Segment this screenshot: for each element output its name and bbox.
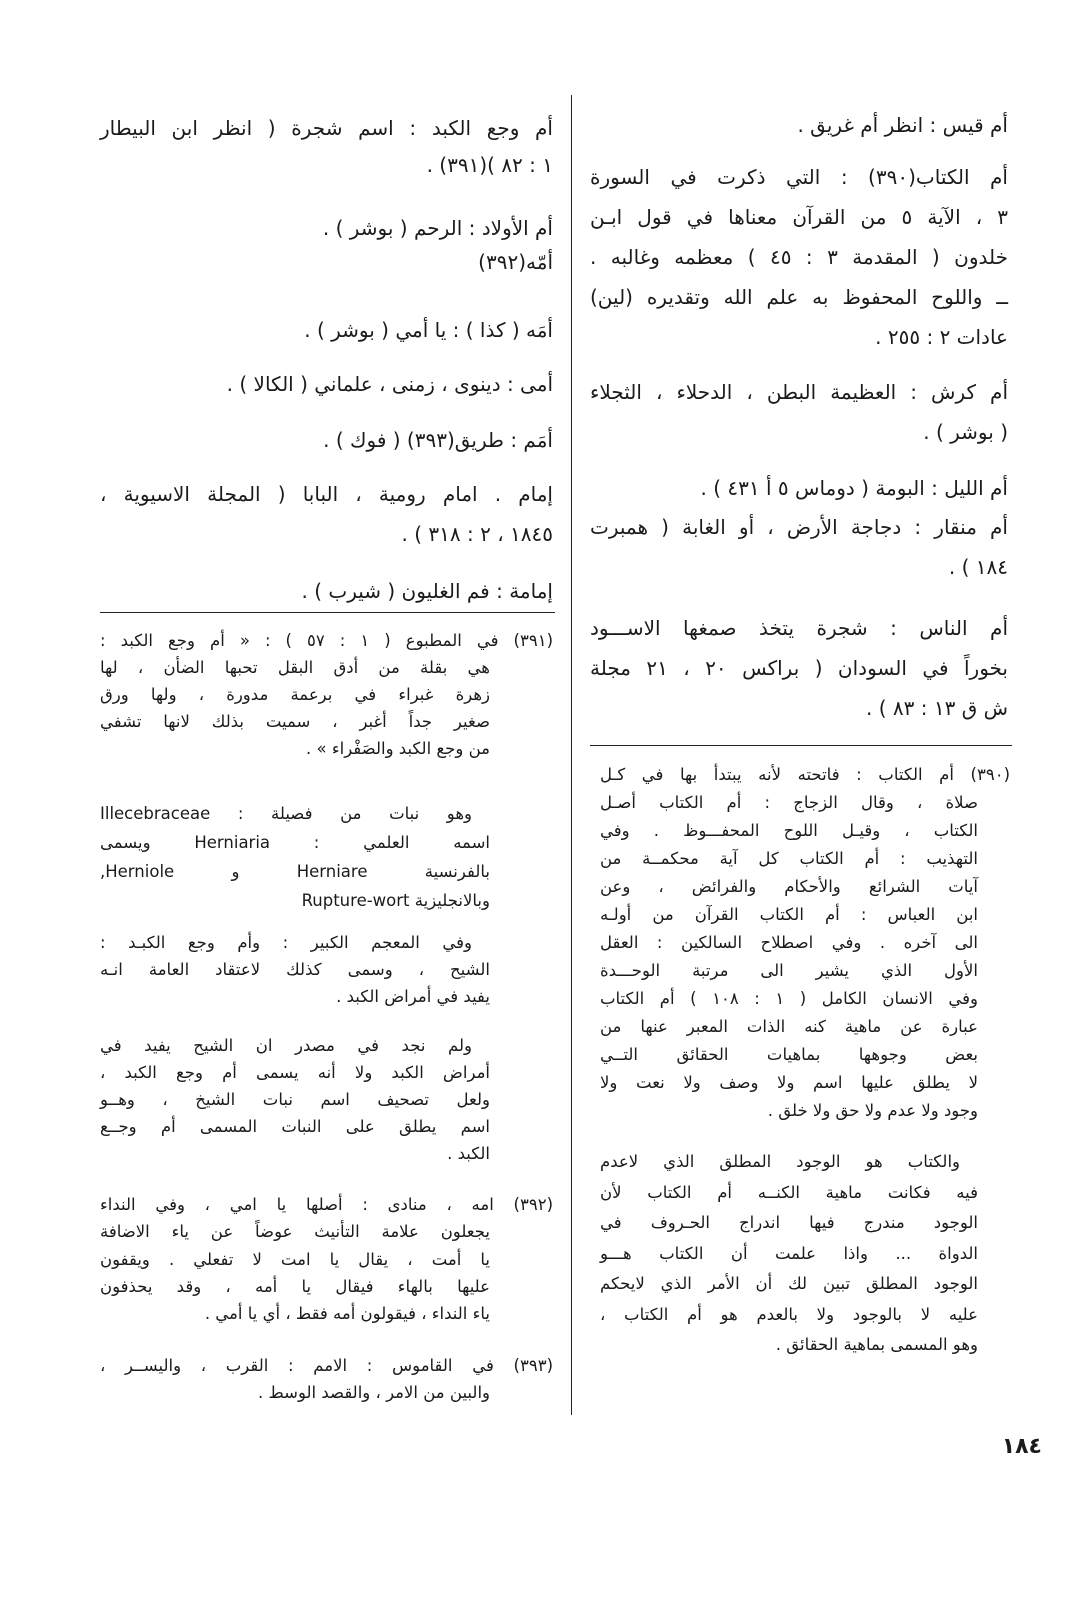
entry-line: أم كرش : العظيمة البطن ، الدحلاء ، الثجلاء — [590, 380, 1008, 404]
footnote-line: وبالانجليزية Rupture-wort — [301, 891, 490, 910]
footnote-line: صغير جداً أغبر ، سميت بذلك لانها تشفي — [100, 712, 490, 731]
entry-line: بخوراً في السودان ( براكس ٢٠ ، ٢١ مجلة — [590, 656, 1008, 680]
entry-line: أم الناس : شجرة يتخذ صمغها الاســـود — [590, 616, 1008, 640]
footnote-391-mujam — [100, 929, 553, 1010]
footnote-line: عبارة عن ماهية كنه الذات المعبر عنها من — [600, 1017, 978, 1036]
entry-line: أمى : دينوى ، زمنى ، علماني ( الكالا ) . — [226, 372, 553, 396]
footnote-line: الكبد . — [447, 1144, 490, 1163]
entry-amah — [100, 310, 553, 350]
footnote-line: الأول الذي يشير الى مرتبة الوحـــدة — [600, 961, 978, 980]
entry-line: ش ق ١٣ : ٨٣ ) . — [866, 696, 1008, 720]
entry-umm-minqar — [590, 507, 1008, 587]
entry-imamah — [100, 571, 553, 611]
footnote-line: من وجع الكبد والصَفْراء » . — [306, 739, 490, 758]
footnote-line: وفي الانسان الكامل ( ١ : ١٠٨ ) أم الكتاب — [600, 989, 978, 1008]
entry-imam — [100, 474, 553, 554]
footnote-line: والكتاب هو الوجود المطلق الذي لاعدم — [600, 1152, 960, 1171]
footnote-line: والبين من الامر ، والقصد الوسط . — [258, 1383, 490, 1402]
footnote-line: عليه لا بالوجود ولا بالعدم هو أم الكتاب ، — [600, 1304, 978, 1324]
footnote-line: بالفرنسية Herniare و Herniole, — [100, 862, 490, 881]
footnote-line: لا يطلق عليها اسم ولا وصف ولا نعت ولا — [600, 1073, 978, 1092]
entry-line: أمَه ( كذا ) : يا أمي ( بوشر ) . — [304, 318, 553, 342]
footnote-391-botanical-names — [100, 799, 553, 915]
footnote-390-continuation — [600, 1147, 1010, 1361]
entry-line: ( بوشر ) . — [923, 420, 1008, 444]
entry-line: أمّه(٣٩٢) — [478, 250, 553, 274]
footnote-line: وهو المسمى بماهية الحقائق . — [775, 1335, 978, 1354]
footnote-line: آيات الشرائع والأحكام والفرائض ، وعن — [600, 877, 978, 896]
footnote-line: (٣٩٣) في القاموس : الامم : القرب ، واليســر ، — [100, 1356, 553, 1375]
entry-line: ــ واللوح المحفوظ به علم الله وتقديره (لين) — [590, 285, 1008, 309]
entry-line: أم الكتاب(٣٩٠) : التي ذكرت في السورة — [590, 165, 1008, 189]
entry-line: عادات ٢ : ٢٥٥ . — [875, 325, 1008, 349]
footnote-392 — [100, 1191, 553, 1327]
entry-line: ١٨٤٥ ، ٢ : ٣١٨ ) . — [401, 522, 553, 546]
footnote-line: اسمه العلمي : Herniaria ويسمى — [100, 833, 490, 852]
footnote-line: فيه فكانت ماهية الكنــه أم الكتاب لأن — [600, 1182, 978, 1202]
footnote-line: الى آخره . وفي اصطلاح السالكين : العقل — [600, 933, 978, 952]
entry-line: إمام . امام رومية ، البابا ( المجلة الاسيوية ، — [100, 482, 553, 506]
entry-umm-qays — [590, 105, 1008, 145]
footnote-line: ولم نجد في مصدر ان الشيح يفيد في — [100, 1036, 472, 1055]
entry-umm-al-layl — [590, 468, 1008, 508]
footnote-line: يفيد في أمراض الكبد . — [336, 987, 490, 1006]
footnote-line: اسم يطلق على النبات المسمى أم وجــع — [100, 1117, 490, 1136]
footnote-line: ابن العباس : أم الكتاب القرآن من أولـه — [600, 905, 978, 924]
page-number: ١٨٤ — [1001, 1434, 1042, 1459]
entry-umm-al-nas — [590, 608, 1008, 728]
footnote-393 — [100, 1352, 553, 1406]
footnote-line: (٣٩٠) أم الكتاب : فاتحته لأنه يبتدأ بها في كـل — [600, 765, 1010, 784]
entry-umm-waja-al-kabid — [100, 110, 553, 184]
footnote-line: ولعل تصحيف اسم نبات الشيخ ، وهــو — [100, 1090, 490, 1109]
entry-line: أم الأولاد : الرحم ( بوشر ) . — [322, 216, 553, 240]
entry-amam — [100, 420, 553, 460]
footnote-line: بعض وجوهها بماهيات الحقائق التــي — [600, 1045, 978, 1064]
entry-umm-al-kitab — [590, 157, 1008, 357]
entry-line: أم قيس : انظر أم غريق . — [797, 113, 1008, 137]
footnote-line: يا أمت ، يقال يا امت لا تفعلي . ويقفون — [100, 1249, 490, 1269]
footnote-line: هي بقلة من أدق البقل تحبها الضأن ، لها — [100, 658, 490, 677]
entry-line: إمامة : فم الغليون ( شيرب ) . — [301, 579, 553, 603]
footnote-line: وفي المعجم الكبير : وأم وجع الكبـد : — [100, 933, 472, 952]
entry-line: ١٨٤ ) . — [948, 555, 1008, 579]
footnote-line: (٣٩٢) امه ، منادى : أصلها يا امي ، وفي النداء — [100, 1195, 553, 1214]
entry-line: ١ : ٨٢ )(٣٩١) . — [426, 153, 553, 177]
entry-line: ٣ ، الآية ٥ من القرآن معناها في قول ابـن — [590, 205, 1009, 229]
footnote-line: صلاة ، وقال الزجاج : أم الكتاب أصـل — [600, 793, 978, 812]
footnote-line: زهرة غبراء في برعمة مدورة ، ولها ورق — [100, 685, 490, 704]
footnote-line: الوجود مندرج فيها اندراج الحـروف في — [600, 1213, 978, 1232]
footnote-line: الدواة ... واذا علمت أن الكتاب هـــو — [600, 1243, 978, 1263]
footnote-line: يجعلون علامة التأنيث عوضاً عن ياء الاضافة — [100, 1222, 490, 1242]
footnote-390 — [600, 761, 1010, 1125]
entry-umm-karsh — [590, 372, 1008, 452]
footnote-line: التهذيب : أم الكتاب كل آية محكمــة من — [600, 849, 978, 868]
entry-line: خلدون ( المقدمة ٣ : ٤٥ ) معظمه وغالبه . — [590, 245, 1008, 269]
entry-line: أم الليل : البومة ( دوماس ٥ أ ٤٣١ ) . — [700, 476, 1008, 500]
footnote-divider-right — [590, 745, 1012, 746]
footnote-line: وهو نبات من فصيلة : Illecebraceae — [100, 804, 472, 823]
entry-umm-al-awlad — [100, 208, 553, 248]
entry-line: أمَم : طريق(٣٩٣) ( فوك ) . — [323, 428, 553, 452]
footnote-line: الكتاب ، وقيـل اللوح المحفـــوظ . وفي — [600, 821, 978, 840]
footnote-line: أمراض الكبد ولا أنه يسمى أم وجع الكبد ، — [100, 1063, 490, 1082]
entry-line: أم وجع الكبد : اسم شجرة ( انظر ابن البيطار — [100, 116, 553, 140]
footnote-line: الشيح ، وسمى كذلك لاعتقاد العامة انـه — [100, 960, 490, 979]
footnote-line: (٣٩١) في المطبوع ( ١ : ٥٧ ) : « أم وجع الكبد : — [100, 631, 553, 650]
entry-ummi — [100, 364, 553, 404]
footnote-line: عليها بالهاء فيقال يا أمه ، وقد يحذفون — [100, 1276, 490, 1296]
footnote-divider-left — [100, 612, 555, 613]
footnote-391 — [100, 627, 553, 762]
column-divider — [571, 95, 572, 1415]
entry-line: أم منقار : دجاجة الأرض ، أو الغابة ( همبرت — [590, 515, 1008, 539]
footnote-line: الوجود المطلق تبين لك أن الأمر الذي لايحكم — [600, 1274, 978, 1293]
footnote-391-note — [100, 1032, 553, 1167]
footnote-line: ياء النداء ، فيقولون أمه فقط ، أي يا أمي . — [204, 1304, 490, 1324]
entry-ummah — [100, 245, 553, 279]
footnote-line: وجود ولا عدم ولا حق ولا خلق . — [767, 1101, 978, 1120]
